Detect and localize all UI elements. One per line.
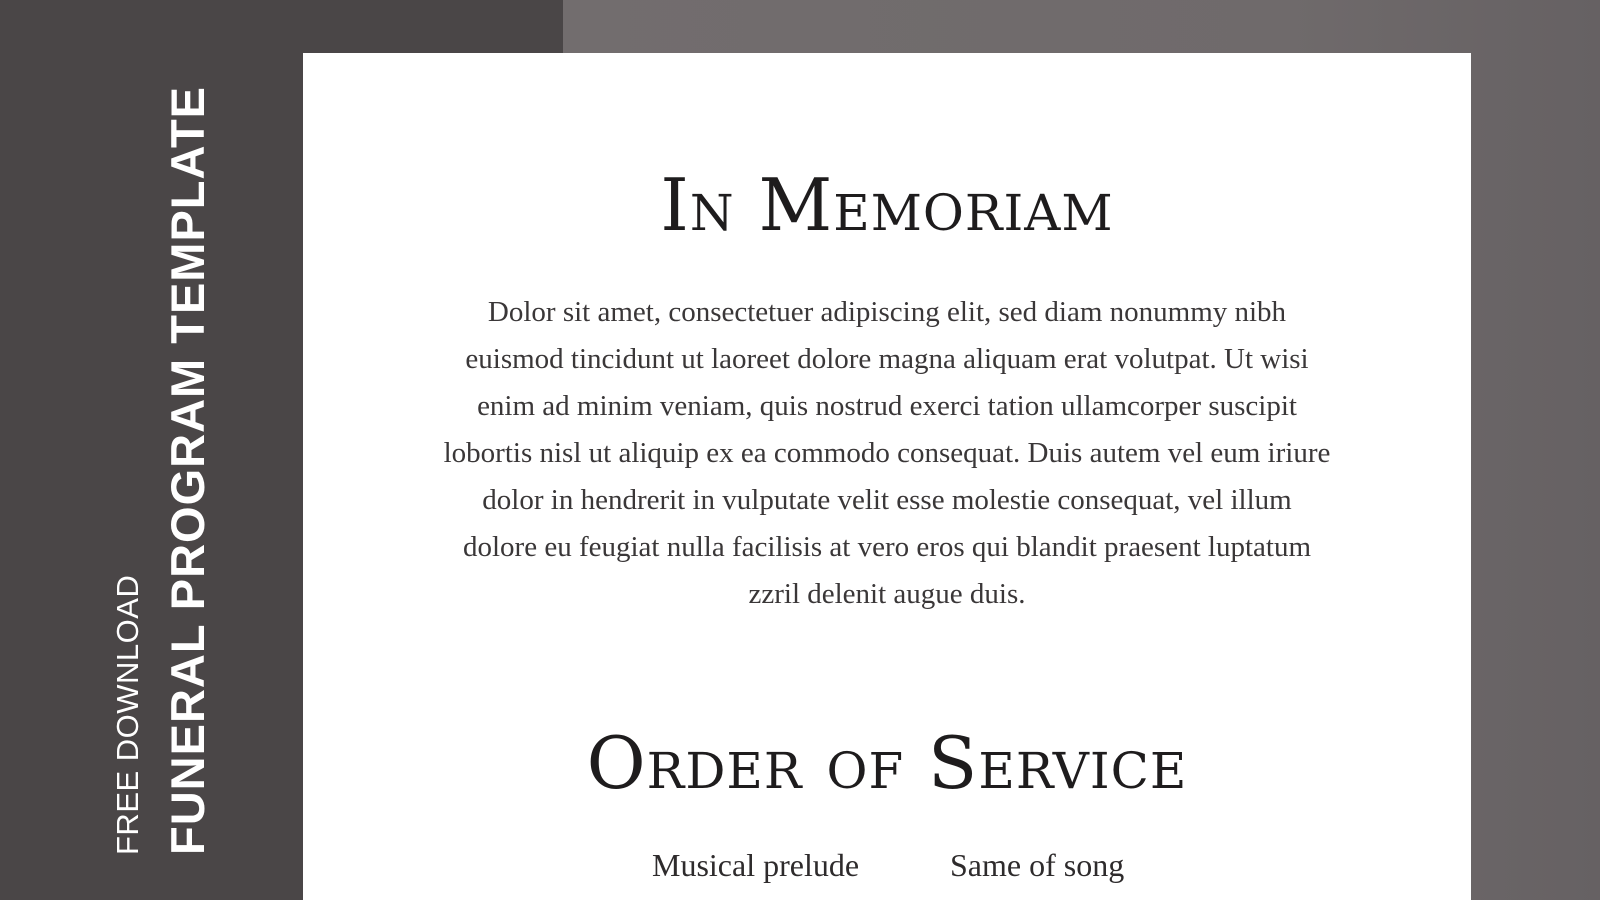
free-download-label: FREE DOWNLOAD [110, 574, 145, 855]
memoriam-paragraph: Dolor sit amet, consectetuer adipiscing elit, sed diam nonummy nibh euismod tincidunt ut laoreet dolore magna aliquam erat volutpat. Ut wisi enim ad minim veniam, quis nostrud exerci tation ullamcorper suscipit lobortis nisl ut aliquip ex ea commodo consequat. Duis autem vel eum iriure dolor in hendrerit in vulputate velit esse molestie consequat, vel illum dolore eu feugiat nulla facilisis at vero eros qui blandit praesent luptatum zzril delenit augue duis. [443, 296, 1331, 610]
document-page [303, 53, 1471, 900]
vertical-text-group [108, 86, 216, 855]
service-item-detail: Same of song [950, 847, 1125, 883]
order-of-service-heading: Order of Service [586, 721, 1188, 805]
in-memoriam-heading: In Memoriam [660, 163, 1114, 247]
template-title: FUNERAL PROGRAM TEMPLATE [161, 85, 214, 855]
side-banner [0, 0, 300, 900]
service-item-label: Musical prelude [652, 847, 860, 883]
